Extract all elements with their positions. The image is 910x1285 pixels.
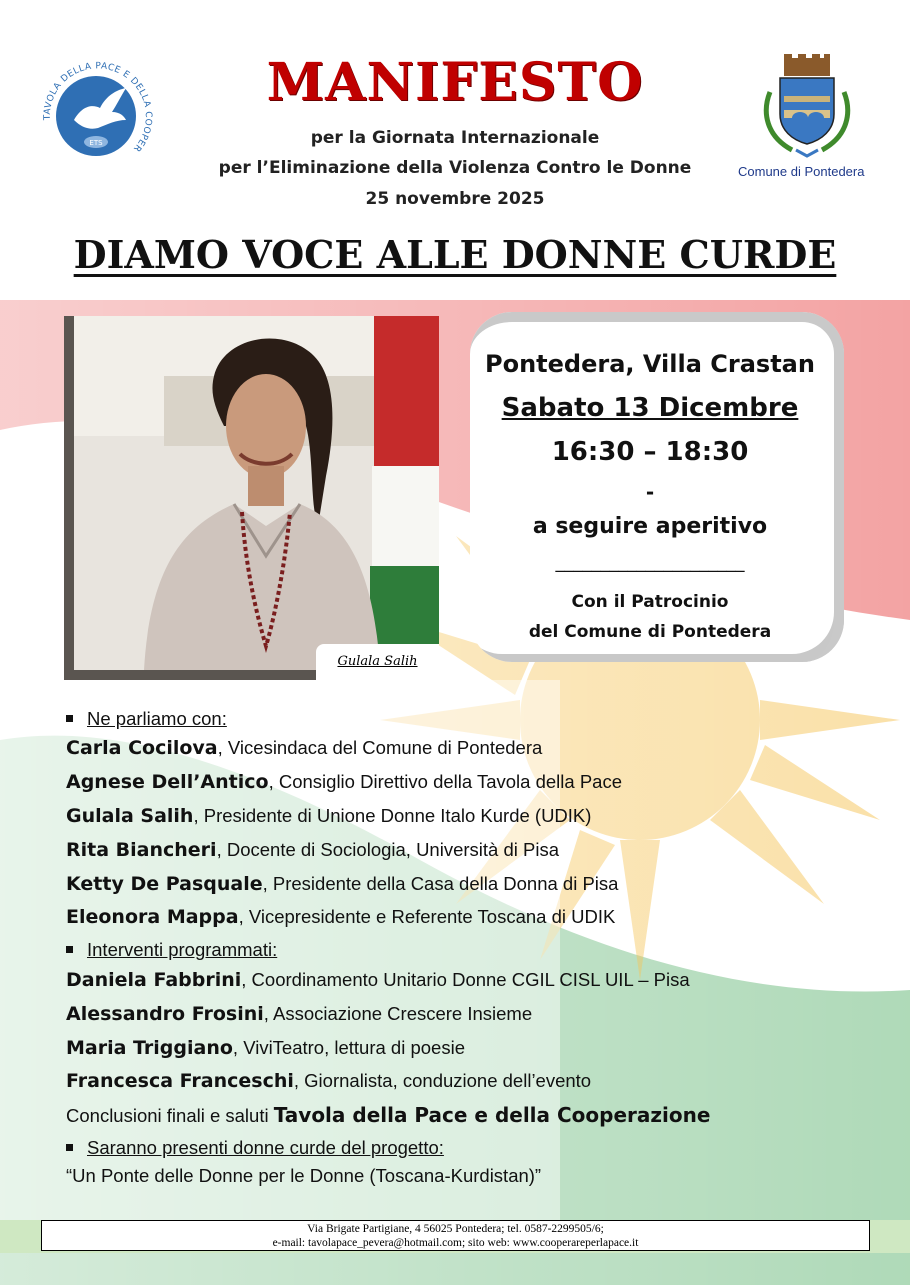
svg-text:TAVOLA DELLA PACE E DELLA COOP: TAVOLA DELLA PACE E DELLA COOPER <box>42 61 153 154</box>
speaker-role: , Presidente di Unione Donne Italo Kurde (UDIK) <box>193 805 592 826</box>
intervention-name: Daniela Fabbrini <box>66 969 242 991</box>
headline-text: DIAMO VOCE ALLE DONNE CURDE <box>73 232 837 277</box>
speaker-name: Gulala Salih <box>66 805 194 827</box>
intervention-name: Alessandro Frosini <box>66 1003 264 1025</box>
intervention-role: , Associazione Crescere Insieme <box>263 1003 533 1024</box>
svg-text:ETS: ETS <box>89 139 103 147</box>
conclusion-prefix: Conclusioni finali e saluti <box>66 1105 274 1126</box>
conclusion-org: Tavola della Pace e della Cooperazione <box>273 1103 711 1127</box>
bullet-square-icon <box>66 1144 73 1151</box>
section-interventions <box>66 939 277 961</box>
intervention-name: Maria Triggiano <box>66 1037 233 1059</box>
subtitle-giornata: per la Giornata Internazionale <box>310 128 600 148</box>
section-speakers-label: Ne parliamo con: <box>87 708 227 729</box>
speaker-name: Rita Biancheri <box>66 839 217 861</box>
intervention-role: , Coordinamento Unitario Donne CGIL CISL UIL – Pisa <box>241 969 690 990</box>
comune-di-pontedera-crest <box>752 52 862 160</box>
section-present <box>66 1137 444 1159</box>
footer-address: Via Brigate Partigiane, 4 56025 Pontedera; tel. 0587-2299505/6; <box>307 1223 604 1235</box>
intervention-row <box>66 1070 591 1092</box>
patronage-line-1: Con il Patrocinio <box>571 592 729 612</box>
intervention-role: , ViviTeatro, lettura di poesie <box>232 1037 465 1058</box>
speaker-row <box>66 839 559 861</box>
intervention-row <box>66 1037 465 1059</box>
event-time: 16:30 – 18:30 <box>551 437 749 467</box>
speaker-name: Ketty De Pasquale <box>66 873 263 895</box>
bullet-square-icon <box>66 715 73 722</box>
intervention-row <box>66 969 690 991</box>
project-title-text: “Un Ponte delle Donne per le Donne (Toscana-Kurdistan)” <box>66 1165 542 1186</box>
speaker-role: , Docente di Sociologia, Università di Pisa <box>216 839 559 860</box>
speaker-name: Carla Cocilova <box>66 737 218 759</box>
section-interventions-label: Interventi programmati: <box>87 939 278 960</box>
section-speakers <box>66 708 227 730</box>
photo-caption <box>316 644 439 680</box>
footer-email-web: e-mail: tavolapace_pevera@hotmail.com; sito web: www.cooperareperlapace.it <box>272 1237 639 1249</box>
subtitle-eliminazione: per l’Eliminazione della Violenza Contro le Donne <box>218 158 692 178</box>
speaker-role: , Presidente della Casa della Donna di Pisa <box>262 873 619 894</box>
patronage-line-2: del Comune di Pontedera <box>528 622 772 642</box>
speaker-row <box>66 771 622 793</box>
speaker-photo <box>64 316 439 680</box>
manifesto-title: MANIFESTO <box>266 52 644 113</box>
photo-caption-text: Gulala Salih <box>337 654 418 669</box>
project-title <box>66 1165 541 1187</box>
intervention-role: , Giornalista, conduzione dell’evento <box>293 1070 592 1091</box>
speaker-role: , Consiglio Direttivo della Tavola della Pace <box>268 771 622 792</box>
speaker-role: , Vicepresidente e Referente Toscana di UDIK <box>238 906 616 927</box>
headline <box>0 232 910 277</box>
event-day-text: Sabato 13 Dicembre <box>501 393 799 423</box>
intervention-row <box>66 1003 532 1025</box>
bullet-square-icon <box>66 946 73 953</box>
speaker-row <box>66 737 542 759</box>
intervention-name: Francesca Franceschi <box>66 1070 294 1092</box>
speaker-name: Agnese Dell’Antico <box>66 771 269 793</box>
section-present-label: Saranno presenti donne curde del progetto: <box>87 1137 444 1158</box>
speaker-role: , Vicesindaca del Comune di Pontedera <box>217 737 543 758</box>
event-day <box>470 393 830 423</box>
conclusion-row <box>66 1103 710 1127</box>
event-aperitivo: a seguire aperitivo <box>532 514 768 539</box>
event-rule: _____________________ <box>555 552 745 573</box>
subtitle-date: 25 novembre 2025 <box>365 189 545 209</box>
speaker-row <box>66 906 615 928</box>
speaker-row <box>66 873 618 895</box>
event-place: Pontedera, Villa Crastan <box>485 350 815 378</box>
speaker-name: Eleonora Mappa <box>66 906 239 928</box>
event-dash: - <box>645 480 655 504</box>
speaker-row <box>66 805 591 827</box>
comune-label: Comune di Pontedera <box>738 164 865 179</box>
footer-contacts <box>41 1220 870 1251</box>
